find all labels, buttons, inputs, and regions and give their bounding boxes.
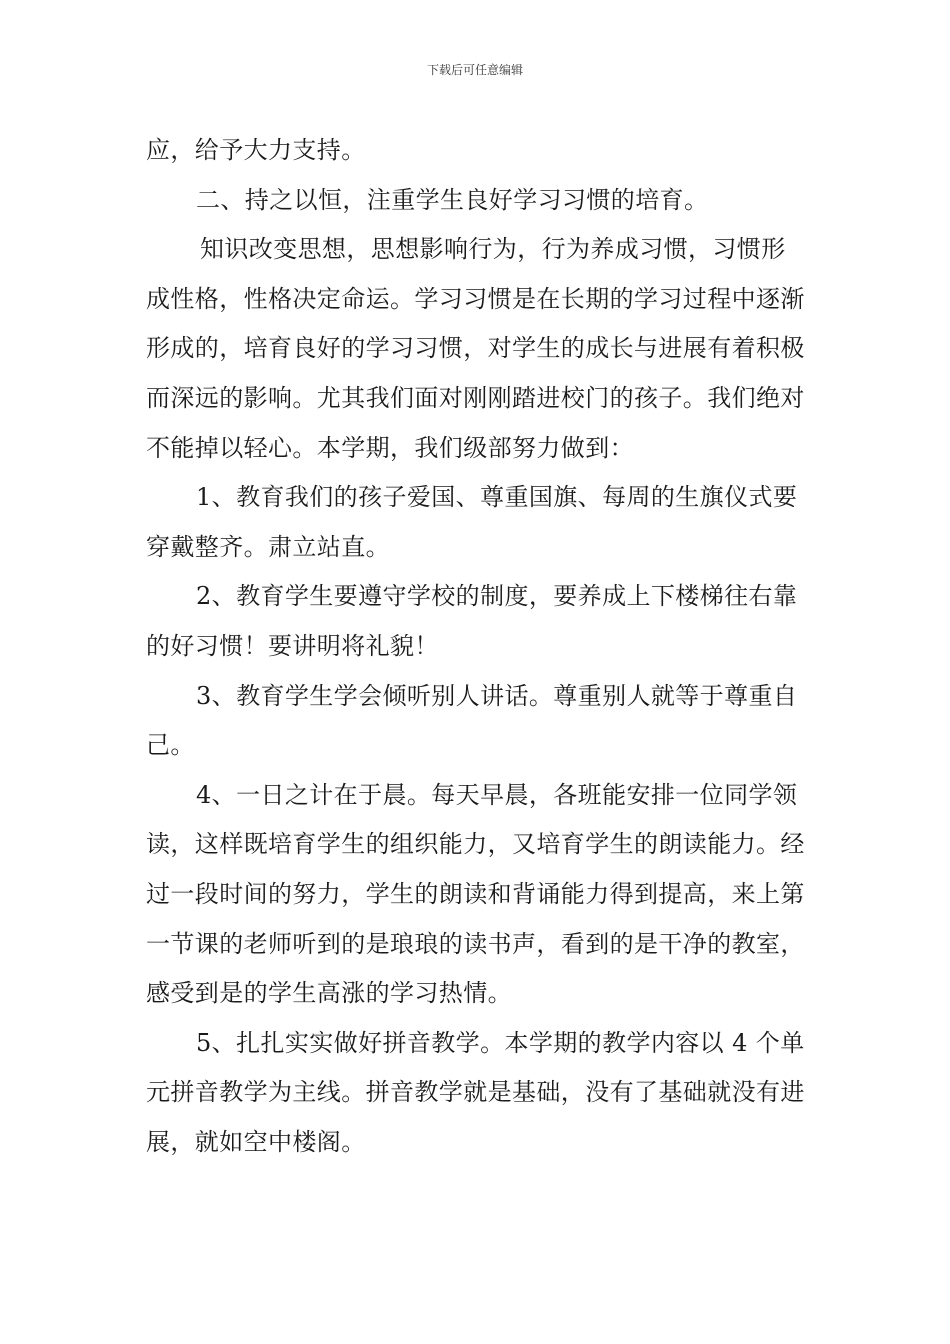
- list-item-3: 3、教育学生学会倾听别人讲话。尊重别人就等于尊重自己。: [146, 681, 798, 760]
- list-item-5: 5、扎扎实实做好拼音教学。本学期的教学内容以 4 个单元拼音教学为主线。拼音教学就是基础，没有了基础就没有进展，就如空中楼阁。: [146, 1028, 805, 1156]
- paragraph-intro: 知识改变思想，思想影响行为，行为养成习惯，习惯形成性格，性格决定命运。学习习惯是在长期的学习过程中逐渐形成的，培育良好的学习习惯，对学生的成长与进展有着积极而深远的影响。尤其我们面对刚刚踏进校门的孩子。我们绝对不能掉以轻心。本学期，我们级部努力做到：: [146, 235, 805, 462]
- page-header-note: 下载后可任意编辑: [426, 63, 523, 77]
- document-body: [146, 126, 806, 1167]
- paragraph-continuation: 应，给予大力支持。: [146, 136, 366, 164]
- list-item-2: 2、教育学生要遵守学校的制度，要养成上下楼梯往右靠的好习惯！要讲明将礼貌！: [146, 582, 798, 660]
- section-heading: 二、持之以恒，注重学生良好学习习惯的培育。: [196, 185, 709, 214]
- list-item-1: 1、教育我们的孩子爱国、尊重国旗、每周的生旗仪式要穿戴整齐。肃立站直。: [146, 483, 798, 561]
- list-item-4: 4、一日之计在于晨。每天早晨，各班能安排一位同学领读，这样既培育学生的组织能力，又培育学生的朗读能力。经过一段时间的努力，学生的朗读和背诵能力得到提高，来上第一节课的老师听到的是琅琅的读书声，看到的是干净的教室，感受到是的学生高涨的学习热情。: [146, 780, 805, 1008]
